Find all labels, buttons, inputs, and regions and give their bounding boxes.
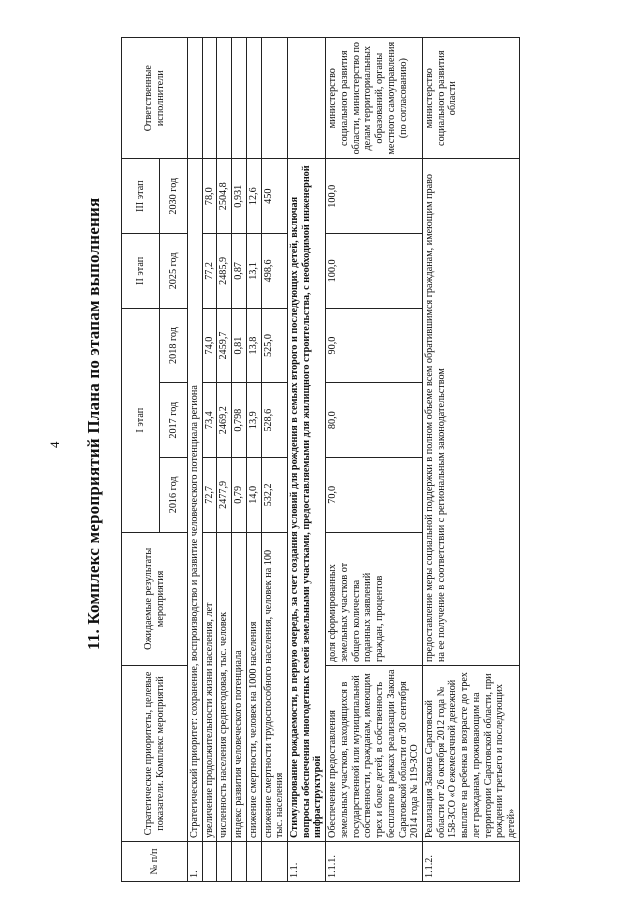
header-results: Ожидаемые результаты мероприятия xyxy=(122,532,188,665)
empty-cell xyxy=(261,842,287,882)
empty-cell xyxy=(202,842,217,882)
header-priority: Стратегические приоритеты, целевые показатели. Комплекс мероприятий xyxy=(122,666,188,842)
indicator-value: 12,6 xyxy=(246,159,261,234)
indicator-value: 450 xyxy=(261,159,287,234)
section-heading: 11. Комплекс мероприятий Плана по этапам выполнения xyxy=(84,197,103,650)
measure-value: 100,0 xyxy=(326,234,423,309)
indicator-value: 525,0 xyxy=(261,308,287,383)
measure-text: Обеспечение предоставления земельных участков, находящихся в государственной или муниципальной собственности, гражданам, имеющим трех и более детей, в собственность бесплатно в рамках реализации Закона Саратовской области от 30 сентября 2014 года № 119-ЗСО xyxy=(326,666,423,842)
measure-value: 90,0 xyxy=(326,308,423,383)
section-title: Стратегический приоритет: сохранение, воспроизводство и развитие человеческого потенциала региона xyxy=(188,159,203,842)
indicator-label: увеличение продолжительности жизни населения, лет xyxy=(202,532,217,841)
indicator-value: 2459,7 xyxy=(217,308,232,383)
empty-cell xyxy=(232,842,247,882)
header-year: 2017 год xyxy=(160,383,188,458)
section-num: 1.1. xyxy=(288,842,326,882)
measure-value: 100,0 xyxy=(326,159,423,234)
header-stage-1: I этап xyxy=(122,308,160,532)
measure-responsible: министерство социального развития области, министерство по делам территориальных образований, органы местного самоуправления (по согласованию) xyxy=(326,38,423,159)
indicator-value: 2485,9 xyxy=(217,234,232,309)
indicator-value: 528,6 xyxy=(261,383,287,458)
indicator-value: 0,931 xyxy=(232,159,247,234)
indicator-value: 78,0 xyxy=(202,159,217,234)
header-year: 2018 год xyxy=(160,308,188,383)
page-number: 4 xyxy=(47,441,62,448)
empty-cell xyxy=(217,842,232,882)
indicator-value: 0,79 xyxy=(232,458,247,533)
header-responsible: Ответственные исполнители xyxy=(122,38,188,159)
plan-table xyxy=(121,37,520,882)
indicator-value: 14,0 xyxy=(246,458,261,533)
indicator-value: 77,2 xyxy=(202,234,217,309)
row-num: 1.1.1. xyxy=(326,842,423,882)
indicator-value: 2477,9 xyxy=(217,458,232,533)
header-num: № п/п xyxy=(122,842,188,882)
row-num: 1.1.2. xyxy=(422,842,519,882)
indicator-value: 13,9 xyxy=(246,383,261,458)
header-year: 2016 год xyxy=(160,458,188,533)
indicator-value: 13,1 xyxy=(246,234,261,309)
indicator-value: 0,798 xyxy=(232,383,247,458)
empty-cell xyxy=(288,38,326,159)
indicator-value: 0,81 xyxy=(232,308,247,383)
indicator-value: 2469,2 xyxy=(217,383,232,458)
empty-cell xyxy=(261,38,287,159)
indicator-label: снижение смертности трудоспособного населения, человек на 100 тыс. населения xyxy=(261,532,287,841)
measure-text: Реализация Закона Саратовской области от 26 октября 2012 года № 158-ЗСО «О ежемесячной денежной выплате на ребенка в возрасте до трех лет гражданам, проживающим на территории Саратовской области, при рождении третьего и последующих детей» xyxy=(422,666,519,842)
indicator-value: 72,7 xyxy=(202,458,217,533)
empty-cell xyxy=(217,38,232,159)
indicator-value: 2504,8 xyxy=(217,159,232,234)
plan-table-container xyxy=(121,37,517,882)
indicator-value: 498,6 xyxy=(261,234,287,309)
header-year: 2030 год xyxy=(160,159,188,234)
section-num: 1. xyxy=(188,842,203,882)
measure-result: предоставление меры социальной поддержки в полном объеме всем обратившимся гражданам, имеющим право на ее получение в соответствии с региональным законодательством xyxy=(422,159,519,666)
measure-result: доля сформированных земельных участков от общего количества поданных заявлений граждан, процентов xyxy=(326,532,423,665)
empty-cell xyxy=(202,38,217,159)
measure-responsible: министерство социального развития области xyxy=(422,38,519,159)
indicator-label: численность населения среднегодовая, тыс. человек xyxy=(217,532,232,841)
empty-cell xyxy=(246,38,261,159)
header-stage-2: II этап xyxy=(122,234,160,309)
header-stage-3: III этап xyxy=(122,159,160,234)
empty-cell xyxy=(246,842,261,882)
measure-value: 70,0 xyxy=(326,458,423,533)
indicator-value: 73,4 xyxy=(202,383,217,458)
indicator-label: индекс развития человеческого потенциала xyxy=(232,532,247,841)
subsection-title: Стимулирование рождаемости, в первую очередь, за счет создания условий для рождения в семьях второго и последующих детей, включая вопросы обеспечения многодетных семей земельными участками, предоставляемыми для жилищного строительства, с необходимой инженерной инфраструктурой xyxy=(288,159,326,842)
header-year: 2025 год xyxy=(160,234,188,309)
indicator-value: 74,0 xyxy=(202,308,217,383)
indicator-value: 13,8 xyxy=(246,308,261,383)
indicator-value: 0,87 xyxy=(232,234,247,309)
indicator-value: 532,2 xyxy=(261,458,287,533)
empty-cell xyxy=(188,38,203,159)
empty-cell xyxy=(232,38,247,159)
indicator-label: снижение смертности, человек на 1000 населения xyxy=(246,532,261,841)
measure-value: 80,0 xyxy=(326,383,423,458)
